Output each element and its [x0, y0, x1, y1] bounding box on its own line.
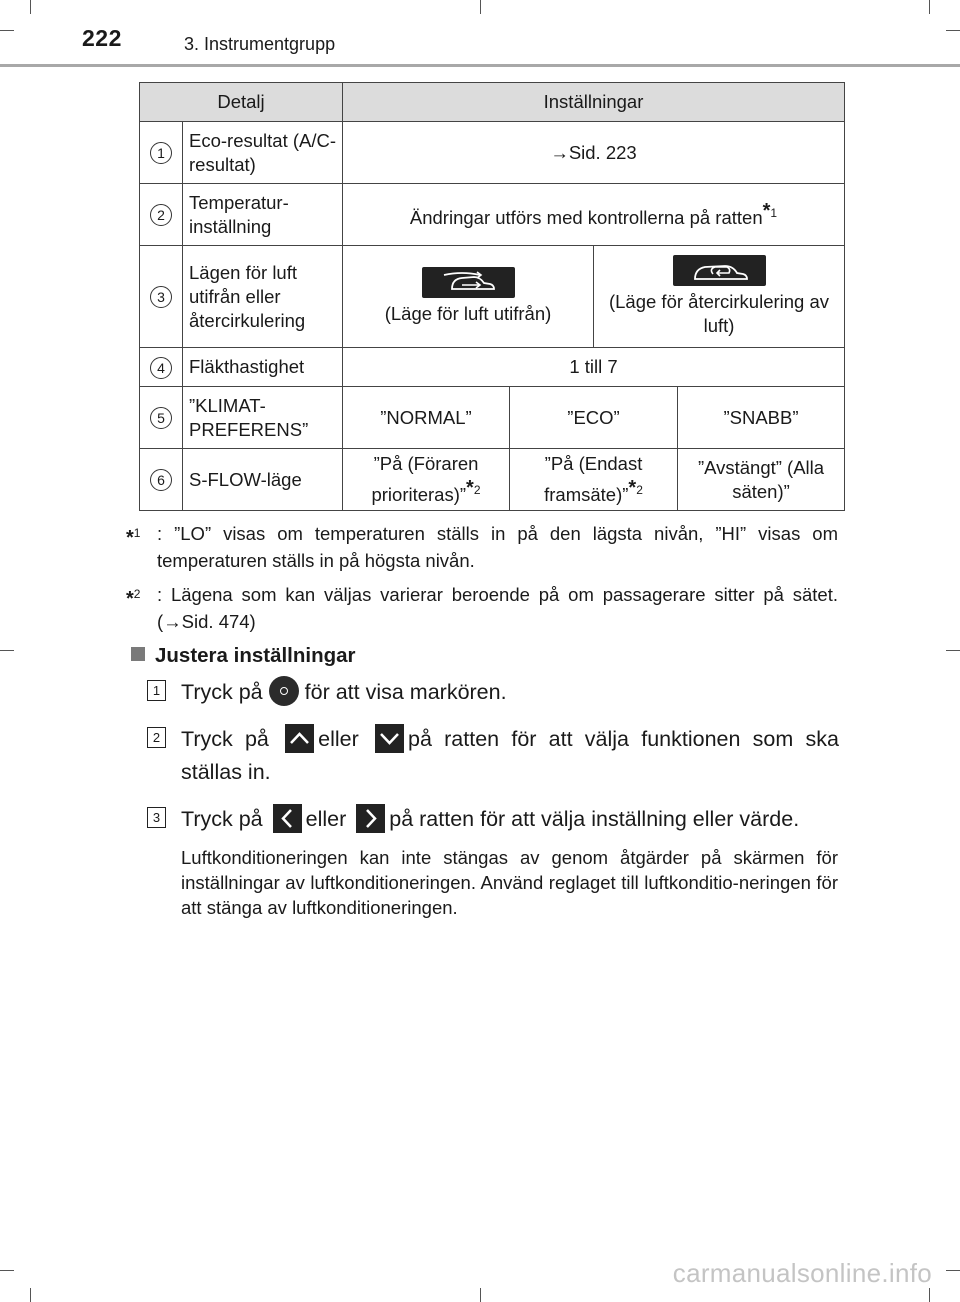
step-3: 3 Tryck på eller på ratten för att välja inställning eller värde. [147, 803, 839, 836]
footnote-ref: *2 [466, 476, 481, 499]
table-row [140, 184, 845, 246]
row-value: ”Avstängt” (Alla säten)” [678, 449, 845, 511]
crop-mark [0, 650, 14, 651]
row-detail: ”KLIMAT-PREFERENS” [183, 387, 343, 449]
footnote-2: *$^2$ : Lägena som kan väljas varierar beroende på om passagerare sitter på sätet. (→Sid. 474) [126, 584, 838, 632]
step-number: 1 [147, 680, 166, 701]
crop-mark [946, 1270, 960, 1271]
chapter-title: 3. Instrumentgrupp [184, 34, 336, 54]
header-settings: Inställningar [343, 83, 845, 122]
bullet-square-icon [131, 647, 145, 661]
row-number: 6 [150, 469, 172, 491]
recirculate-air-mode-icon [673, 255, 766, 286]
row-value: ”På (Föraren prioriteras)”$^{*2}$ [343, 449, 510, 511]
row-value: ”På (Endast framsäte)”$^{*2}$ [510, 449, 678, 511]
table-row [140, 387, 845, 449]
row-number: 2 [150, 204, 172, 226]
arrow-icon: → [163, 611, 182, 632]
row-number: 5 [150, 407, 172, 429]
down-chevron-button-icon [375, 724, 404, 753]
page-header [0, 0, 960, 70]
right-chevron-button-icon [356, 804, 385, 833]
crop-mark [30, 1288, 31, 1302]
arrow-icon: → [550, 141, 569, 163]
row-value: 1 till 7 [343, 348, 845, 387]
table-row [140, 122, 845, 184]
footnote-ref: *2 [628, 476, 643, 499]
row-detail: Eco-resultat (A/C-resultat) [183, 122, 343, 184]
crop-mark [929, 1288, 930, 1302]
row-value: Ändringar utförs med kontrollerna på ratten$^{*1}$ [343, 184, 845, 246]
round-select-button-icon [269, 676, 299, 706]
footnote-ref: *1 [762, 199, 778, 222]
table-row [140, 348, 845, 387]
settings-table [139, 82, 845, 511]
table-row [140, 449, 845, 511]
table-header-row [140, 83, 845, 122]
left-chevron-button-icon [273, 804, 302, 833]
row-detail: Lägen för luft utifrån eller återcirkulering [183, 246, 343, 348]
recirculate-air-cell: (Läge för återcirkulering av luft) [594, 246, 845, 348]
row-value: ”ECO” [510, 387, 678, 449]
header-detail: Detalj [140, 83, 343, 122]
step-1: 1 Tryck på för att visa markören. [147, 676, 839, 709]
note-paragraph: Luftkonditioneringen kan inte stängas av genom åtgärder på skärmen för inställningar av luftkonditioneringen. Använd reglaget till luftkonditio-neringen för att stänga av luftkonditioneringen. [181, 847, 838, 918]
row-detail: S-FLOW-läge [183, 449, 343, 511]
row-value: ”NORMAL” [343, 387, 510, 449]
step-number: 2 [147, 727, 166, 748]
up-chevron-button-icon [285, 724, 314, 753]
table-row [140, 246, 845, 348]
crop-mark [0, 1270, 14, 1271]
footnote-1: *$^1$ : ”LO” visas om temperaturen ställs in på den lägsta nivån, ”HI” visas om temperaturen ställs in på högsta nivån. [126, 523, 838, 571]
crop-mark [946, 650, 960, 651]
section-heading: Justera inställningar [131, 644, 356, 668]
step-2: 2 Tryck på eller på ratten för att välja funktionen som ska ställas in. [147, 723, 839, 789]
header-rule [0, 64, 960, 67]
step-number: 3 [147, 807, 166, 828]
row-value: ”SNABB” [678, 387, 845, 449]
outside-air-mode-icon [422, 267, 515, 298]
row-number: 4 [150, 357, 172, 379]
outside-air-cell: (Läge för luft utifrån) [343, 246, 594, 348]
page-number: 222 [82, 25, 122, 51]
row-detail: Temperatur-inställning [183, 184, 343, 246]
row-detail: Fläkthastighet [183, 348, 343, 387]
crop-mark [480, 1288, 481, 1302]
watermark: carmanualsonline.info [672, 1258, 932, 1288]
row-number: 1 [150, 142, 172, 164]
row-value: →Sid. 223 [343, 122, 845, 184]
row-number: 3 [150, 286, 172, 308]
